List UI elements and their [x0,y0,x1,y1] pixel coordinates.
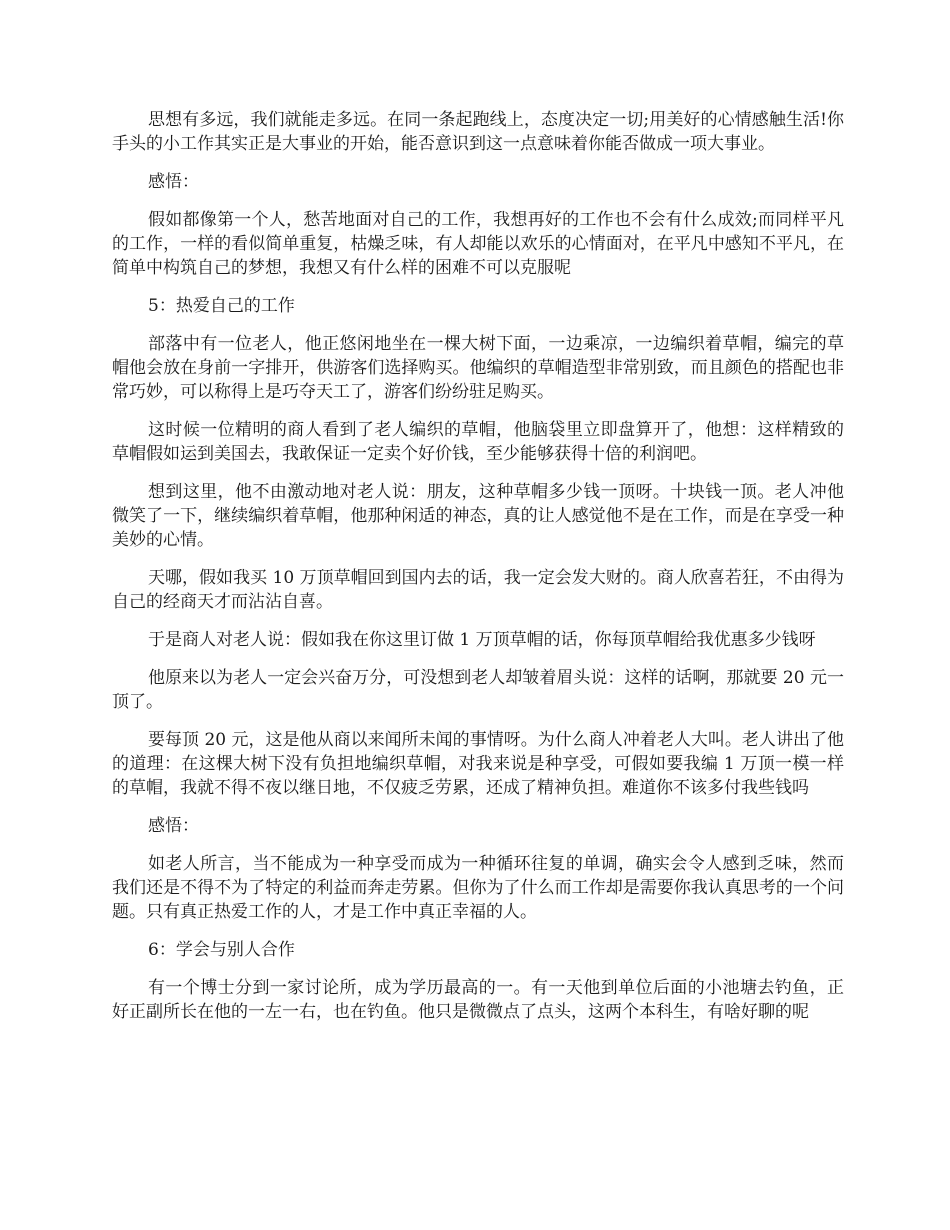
paragraph-merchant: 这时候一位精明的商人看到了老人编织的草帽，他脑袋里立即盘算开了，他想：这样精致的草帽假如运到美国去，我敢保证一定卖个好价钱，至少能够获得十倍的利润吧。 [112,420,844,464]
paragraph-insight-2: 如老人所言，当不能成为一种享受而成为一种循环往复的单调，确实会令人感到乏味，然而我们还是不得不为了特定的利益而奔走劳累。但你为了什么而工作却是需要你我认真思考的一个问题。只有真正热爱工作的人，才是工作中真正幸福的人。 [112,854,844,922]
paragraph-intro: 思想有多远，我们就能走多远。在同一条起跑线上，态度决定一切;用美好的心情感触生活!你手头的小工作其实正是大事业的开始，能否意识到这一点意味着你能否做成一项大事业。 [112,110,844,154]
document-page [112,108,844,1038]
insight-label-2: 感悟： [148,816,199,836]
paragraph-insight: 假如都像第一个人，愁苦地面对自己的工作，我想再好的工作也不会有什么成效;而同样平凡的工作，一样的看似简单重复，枯燥乏味，有人却能以欢乐的心情面对，在平凡中感知不平凡，在简单中构筑自己的梦想，我想又有什么样的困难不可以克服呢 [112,210,844,278]
paragraph-old-man: 部落中有一位老人，他正悠闲地坐在一棵大树下面，一边乘凉，一边编织着草帽，编完的草帽他会放在身前一字排开，供游客们选择购买。他编织的草帽造型非常别致，而且颜色的搭配也非常巧妙，可以称得上是巧夺天工了，游客们纷纷驻足购买。 [112,334,844,402]
paragraph-order: 于是商人对老人说：假如我在你这里订做 1 万顶草帽的话，你每顶草帽给我优惠多少钱呀 [148,630,816,650]
insight-label: 感悟： [148,172,199,192]
paragraph-100k-hats: 天哪，假如我买 10 万顶草帽回到国内去的话，我一定会发大财的。商人欣喜若狂，不由得为自己的经商天才而沾沾自喜。 [112,568,844,612]
paragraph-price: 想到这里，他不由激动地对老人说：朋友，这种草帽多少钱一顶呀。十块钱一顶。老人冲他微笑了一下，继续编织着草帽，他那种闲适的神态，真的让人感觉他不是在工作，而是在享受一种美妙的心情。 [112,482,844,550]
paragraph-doctor: 有一个博士分到一家讨论所，成为学历最高的一。有一天他到单位后面的小池塘去钓鱼，正好正副所长在他的一左一右，也在钓鱼。他只是微微点了点头，这两个本科生，有啥好聊的呢 [112,978,844,1022]
paragraph-reason: 要每顶 20 元，这是他从商以来闻所未闻的事情呀。为什么商人冲着老人大叫。老人讲出了他的道理：在这棵大树下没有负担地编织草帽，对我来说是种享受，可假如要我编 1 万顶一模一样的草帽，我就不得不夜以继日地，不仅疲乏劳累，还成了精神负担。难道你不该多付我些钱吗 [112,730,844,798]
paragraph-20-yuan: 他原来以为老人一定会兴奋万分，可没想到老人却皱着眉头说：这样的话啊，那就要 20 元一顶了。 [112,668,844,712]
section-heading-5: 5：热爱自己的工作 [148,296,295,316]
section-heading-6: 6：学会与别人合作 [148,940,295,960]
